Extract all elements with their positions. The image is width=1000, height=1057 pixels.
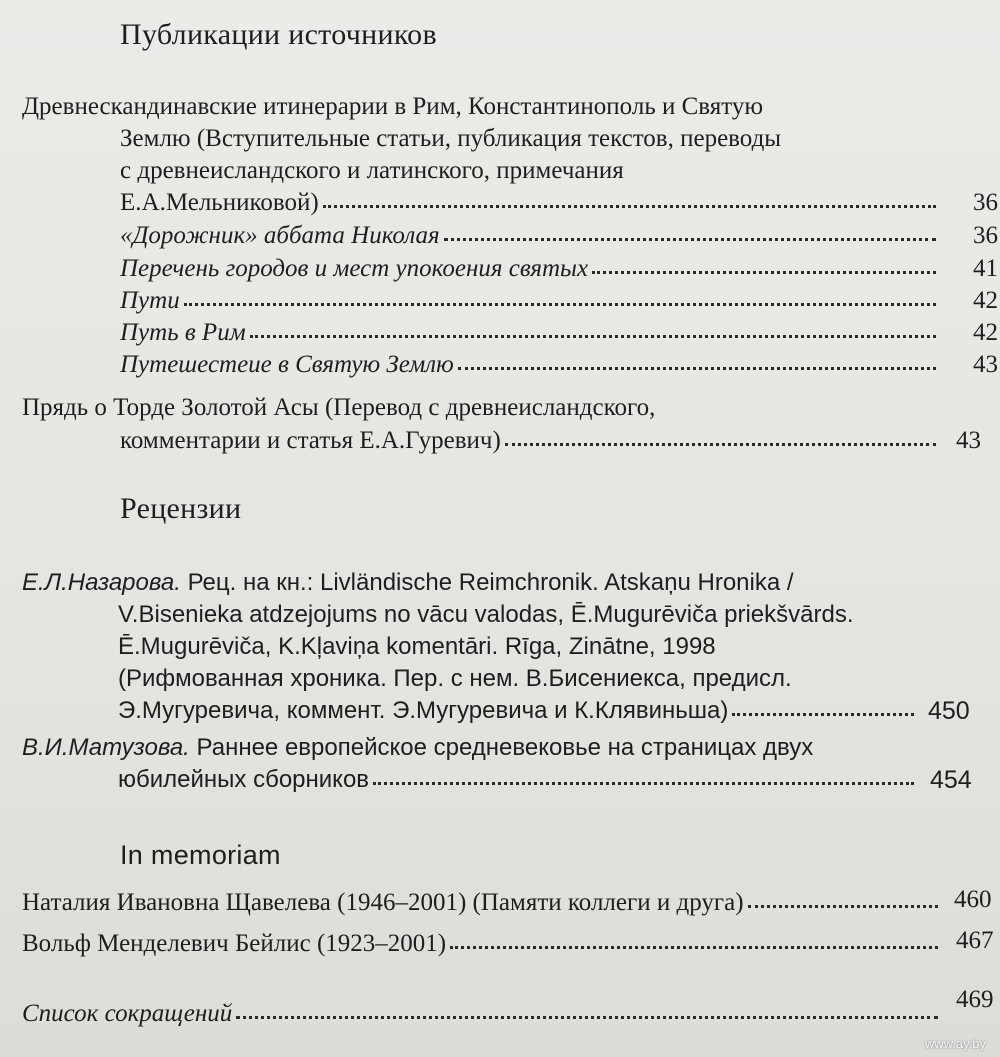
subitem-2-title: Перечень городов и мест упокоения святых — [120, 255, 589, 282]
leader-dots — [505, 437, 936, 446]
subitem-3-page: 42 — [973, 287, 998, 314]
memoriam-item-2 — [22, 929, 942, 959]
memoriam-item-2-page: 467 — [956, 927, 994, 954]
entry-sources-2-line-2-text: комментарии и статья Е.А.Гуревич) — [120, 427, 501, 454]
leader-dots — [184, 297, 936, 306]
entry-sources-1-line-1: Древнескандинавские итинерарии в Рим, Константинополь и Святую — [22, 93, 764, 120]
subitem-1 — [120, 221, 940, 251]
review-2-line-1-text: Раннее европейское средневековье на страницах двух — [189, 734, 814, 761]
leader-dots — [458, 361, 936, 370]
memoriam-item-2-title: Вольф Менделевич Бейлис (1923–2001) — [22, 930, 447, 957]
review-1-line-1 — [22, 568, 794, 598]
abbreviations-title: Список сокращений — [22, 1000, 233, 1027]
review-1-line-5-text: Э.Мугуревича, коммент. Э.Мугуревича и К.Клявиньша) — [118, 697, 729, 724]
leader-dots — [236, 1010, 938, 1019]
memoriam-item-1-title: Наталия Ивановна Щавелева (1946–2001) (Памяти коллеги и друга) — [22, 889, 744, 916]
leader-dots — [748, 899, 938, 908]
review-1-page: 450 — [928, 697, 970, 725]
leader-dots — [323, 199, 936, 208]
subitem-4 — [120, 318, 940, 348]
review-1-line-2: V.Bisenieka atdzejojums no vācu valodas, Ē.Mugurēviča priekšvārds. — [118, 601, 854, 628]
subitem-5 — [120, 350, 940, 380]
entry-sources-1-line-2: Землю (Вступительные статьи, публикация текстов, переводы — [120, 125, 782, 152]
review-2-line-2 — [118, 765, 918, 795]
review-1-author: Е.Л.Назарова. — [22, 569, 181, 596]
entry-sources-2-line-2 — [120, 426, 940, 456]
leader-dots — [250, 329, 936, 338]
leader-dots — [444, 232, 936, 241]
leader-dots — [592, 265, 936, 274]
section-title-memoriam: In memoriam — [120, 840, 281, 870]
subitem-1-title: «Дорожник» аббата Николая — [120, 222, 440, 249]
review-2-page: 454 — [930, 766, 972, 794]
leader-dots — [450, 940, 938, 949]
subitem-4-title: Путь в Рим — [120, 319, 246, 346]
review-1-line-5 — [118, 696, 918, 726]
review-1-line-1-text: Рец. на кн.: Livländische Reimchronik. Atskaņu Hronika / — [180, 569, 794, 596]
subitem-1-page: 36 — [973, 222, 998, 249]
entry-sources-2-line-1: Прядь о Торде Золотой Асы (Перевод с древнеисландского, — [22, 394, 656, 421]
subitem-3 — [120, 286, 940, 316]
subitem-5-title: Путешестеие в Святую Землю — [120, 351, 454, 378]
review-2-line-1 — [22, 733, 813, 763]
entry-sources-1-line-4 — [120, 188, 940, 218]
subitem-5-page: 43 — [973, 351, 998, 378]
subitem-3-title: Пути — [120, 287, 180, 314]
entry-sources-1-line-4-text: Е.А.Мельниковой) — [120, 189, 319, 216]
section-title-sources: Публикации источников — [120, 18, 437, 51]
subitem-2 — [120, 254, 940, 284]
review-1-line-4: (Рифмованная хроника. Пер. с нем. В.Бисениекса, предисл. — [118, 665, 792, 692]
section-title-reviews: Рецензии — [120, 492, 242, 525]
entry-sources-1-line-3: с древнеисландского и латинского, примечания — [120, 157, 624, 184]
abbreviations-entry — [22, 999, 942, 1029]
review-2-author: В.И.Матузова. — [22, 734, 190, 761]
watermark: www.ay.by — [924, 1036, 986, 1051]
leader-dots — [373, 776, 914, 785]
entry-sources-2-page: 43 — [956, 427, 981, 454]
review-2-line-2-text: юбилейных сборников — [118, 766, 370, 793]
leader-dots — [732, 707, 914, 716]
abbreviations-page: 469 — [956, 986, 994, 1013]
memoriam-item-1-page: 460 — [954, 886, 992, 913]
subitem-2-page: 41 — [973, 255, 998, 282]
memoriam-item-1 — [22, 888, 942, 918]
subitem-4-page: 42 — [973, 319, 998, 346]
review-1-line-3: Ē.Mugurēviča, K.Kļaviņa komentāri. Rīga, Zinātne, 1998 — [118, 633, 716, 660]
entry-sources-1-page: 36 — [973, 189, 998, 216]
